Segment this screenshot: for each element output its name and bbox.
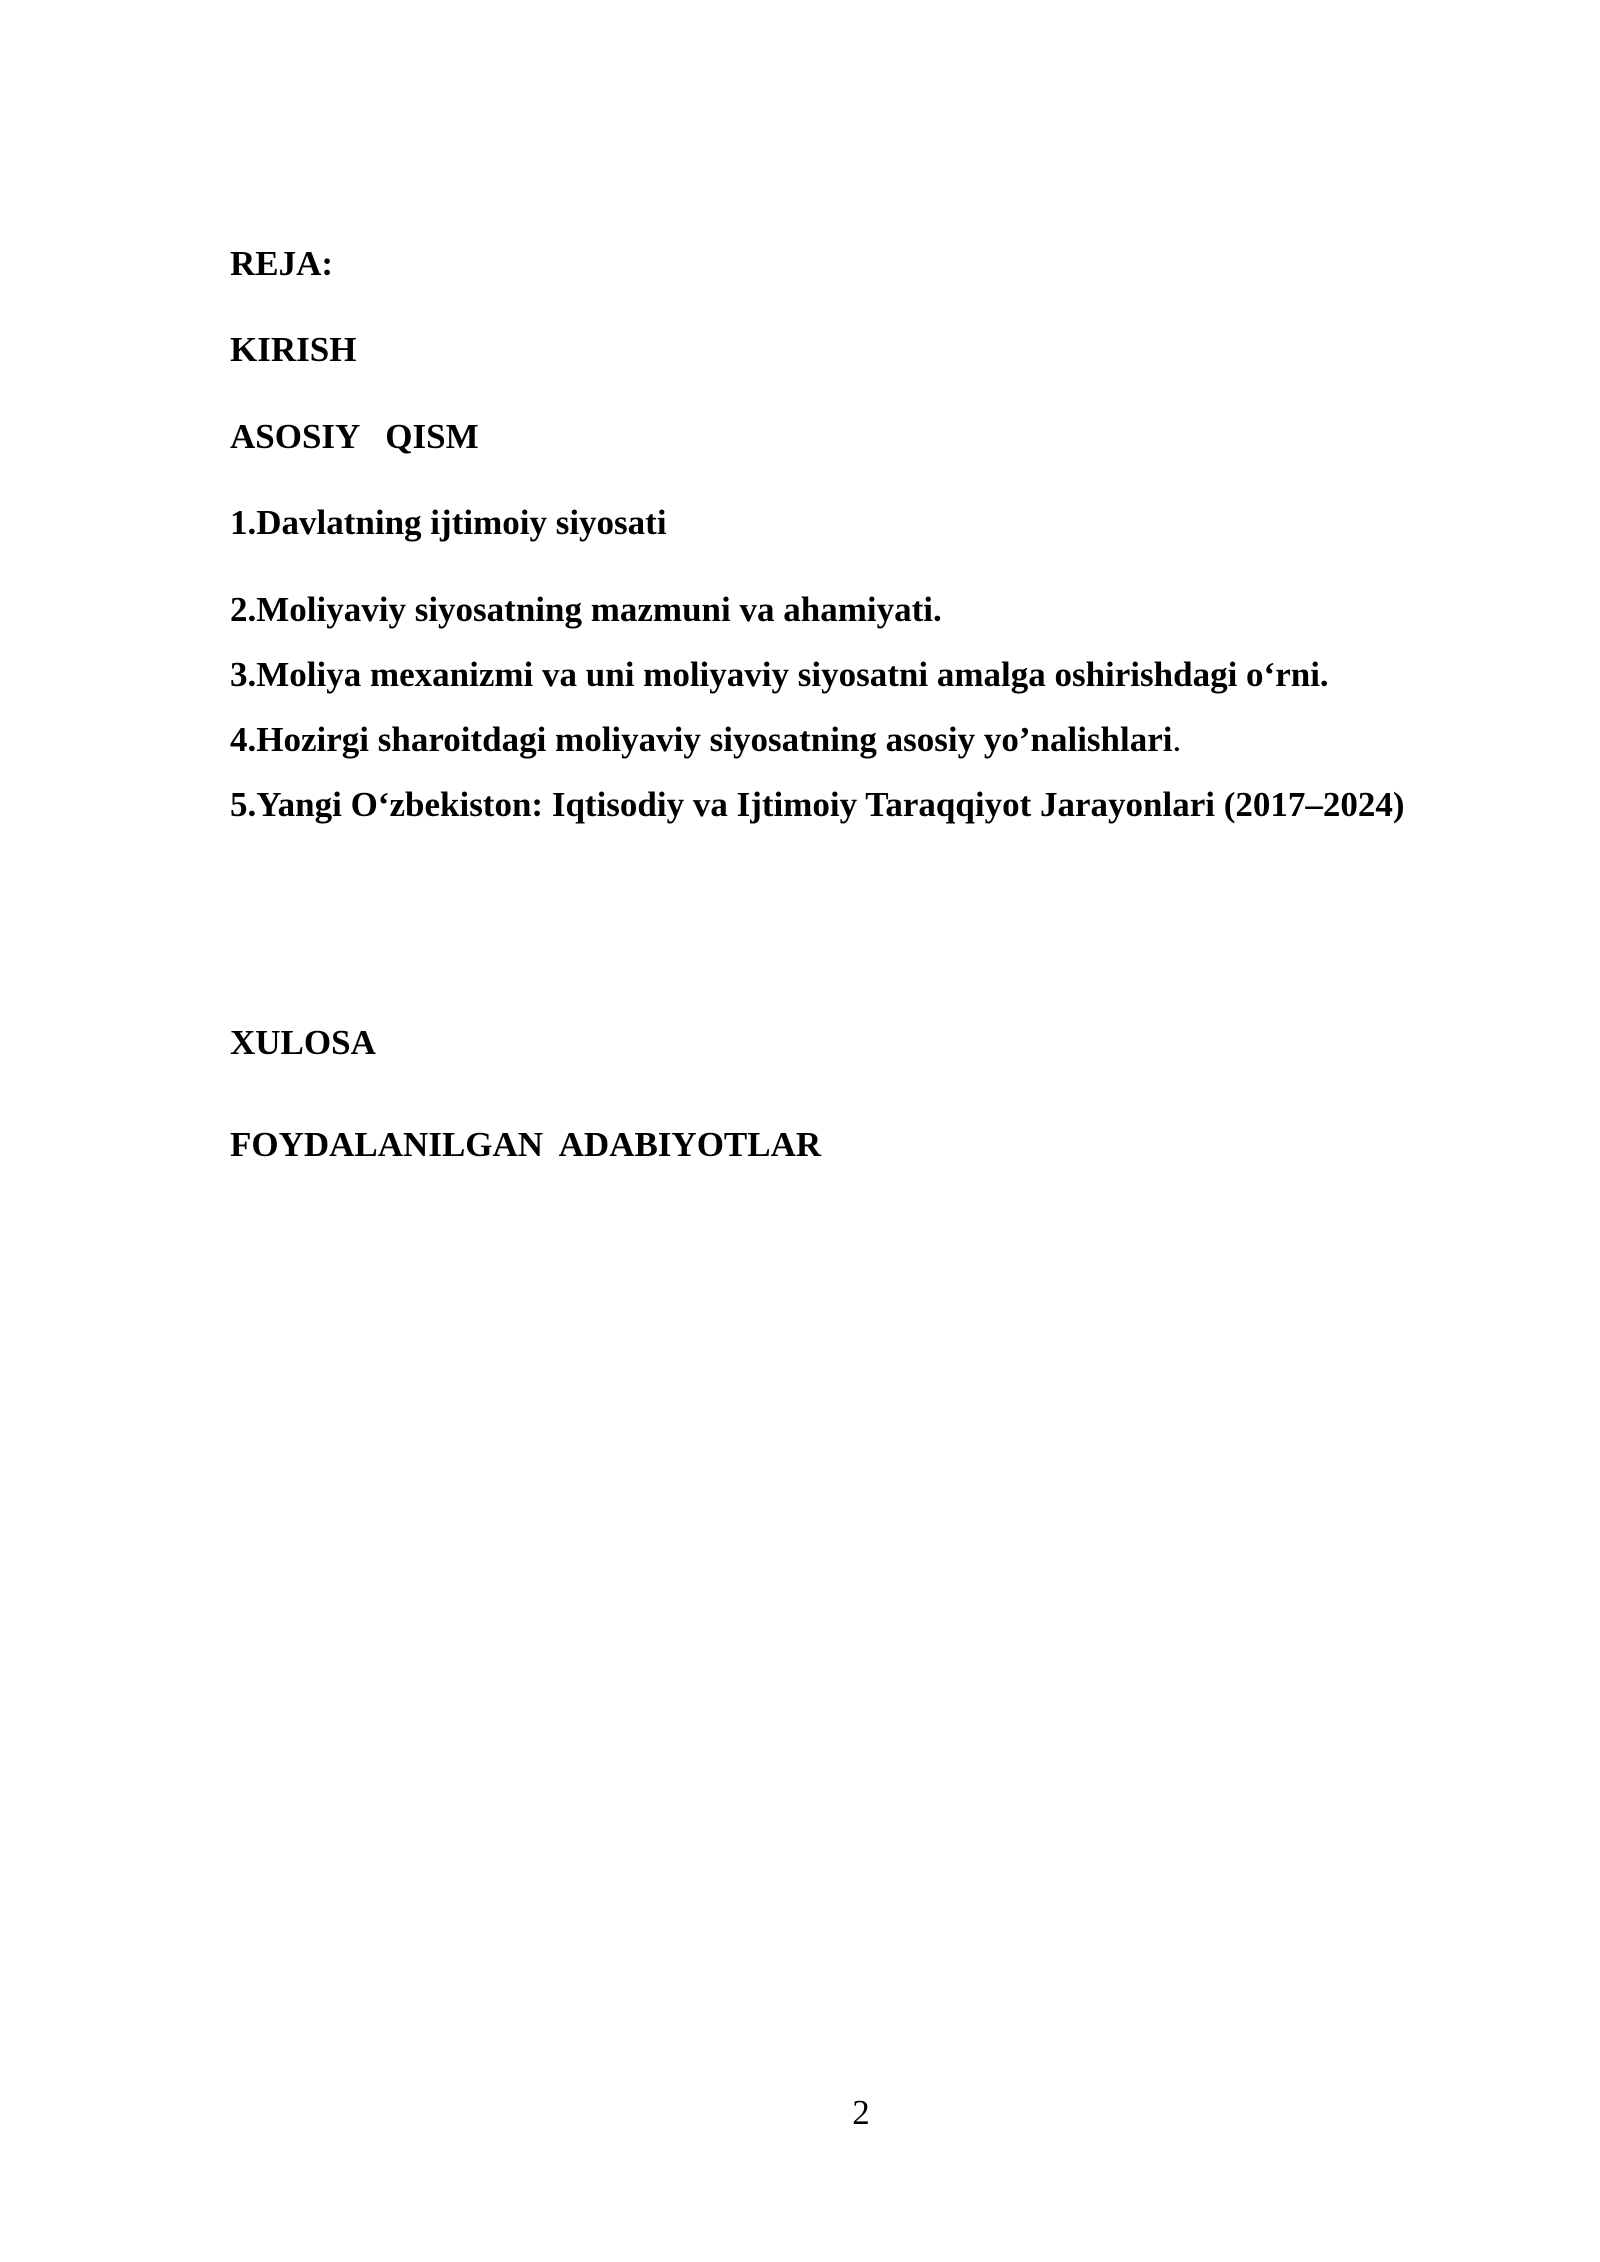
plan-item-2: [230, 589, 942, 631]
plan-item-1-text: 1.Davlatning ijtimoiy siyosati: [230, 503, 667, 542]
references-heading: FOYDALANILGAN ADABIYOTLAR: [230, 1125, 822, 1164]
plan-item-4-suffix: .: [1172, 720, 1182, 759]
plan-item-1: [230, 502, 667, 544]
plan-item-5: [230, 784, 1405, 826]
plan-item-2-text: 2.Moliyaviy siyosatning mazmuni va ahamiyati.: [230, 590, 942, 629]
plan-item-3: [230, 654, 1329, 696]
plan-item-4: [230, 719, 1181, 761]
intro-heading: KIRISH: [230, 330, 357, 369]
page-number: 2: [852, 2093, 870, 2132]
conclusion-heading: XULOSA: [230, 1023, 376, 1062]
plan-item-4-text: 4.Hozirgi sharoitdagi moliyaviy siyosatning asosiy yo’nalishlari: [230, 720, 1173, 759]
plan-item-3-text: 3.Moliya mexanizmi va uni moliyaviy siyosatni amalga oshirishdagi o‘rni.: [230, 655, 1329, 694]
main-part-heading: ASOSIY QISM: [230, 417, 479, 456]
plan-item-5-text: 5.Yangi O‘zbekiston: Iqtisodiy va Ijtimoiy Taraqqiyot Jarayonlari (2017–2024): [230, 785, 1405, 824]
plan-heading: REJA:: [230, 244, 334, 283]
